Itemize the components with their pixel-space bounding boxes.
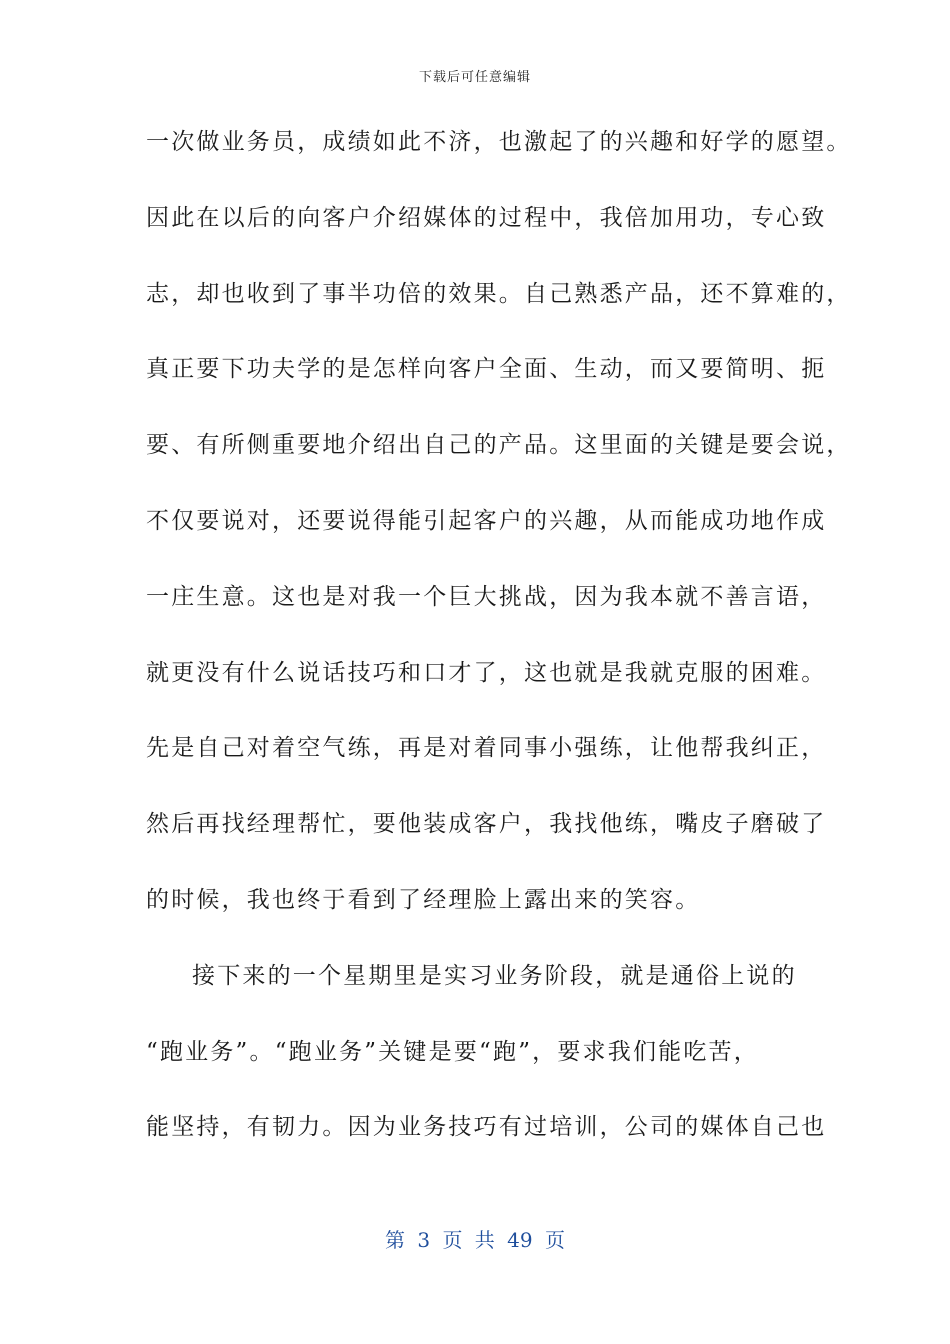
text-line: 然后再找经理帮忙，要他装成客户，我找他练，嘴皮子磨破了 <box>146 811 827 838</box>
text-line: 要、有所侧重要地介绍出自己的产品。这里面的关键是要会说， <box>146 432 852 459</box>
text-line: 不仅要说对，还要说得能引起客户的兴趣，从而能成功地作成 <box>146 507 827 534</box>
text-line: 因此在以后的向客户介绍媒体的过程中，我倍加用功，专心致 <box>146 204 827 231</box>
text-line: “跑业务”。“跑业务”关键是要“跑”，要求我们能吃苦， <box>146 1038 759 1065</box>
text-line: 的时候，我也终于看到了经理脸上露出来的笑容。 <box>146 886 701 913</box>
text-line: 一庄生意。这也是对我一个巨大挑战，因为我本就不善言语， <box>146 583 827 610</box>
text-line: 就更没有什么说话技巧和口才了，这也就是我就克服的困难。 <box>146 659 827 686</box>
text-line: 能坚持，有韧力。因为业务技巧有过培训，公司的媒体自己也 <box>146 1114 827 1141</box>
text-line: 真正要下功夫学的是怎样向客户全面、生动，而又要简明、扼 <box>146 356 827 383</box>
page-number-footer: 第 3 页 共 49 页 <box>385 1228 565 1252</box>
text-line: 志，却也收到了事半功倍的效果。自己熟悉产品，还不算难的， <box>146 280 852 307</box>
text-line: 先是自己对着空气练，再是对着同事小强练，让他帮我纠正， <box>146 735 827 762</box>
page-header: 下载后可任意编辑 <box>418 70 531 85</box>
document-body <box>146 118 852 1179</box>
text-line: 一次做业务员，成绩如此不济，也激起了的兴趣和好学的愿望。 <box>146 129 852 155</box>
paragraph-start-line: 接下来的一个星期里是实习业务阶段，就是通俗上说的 <box>192 962 797 989</box>
